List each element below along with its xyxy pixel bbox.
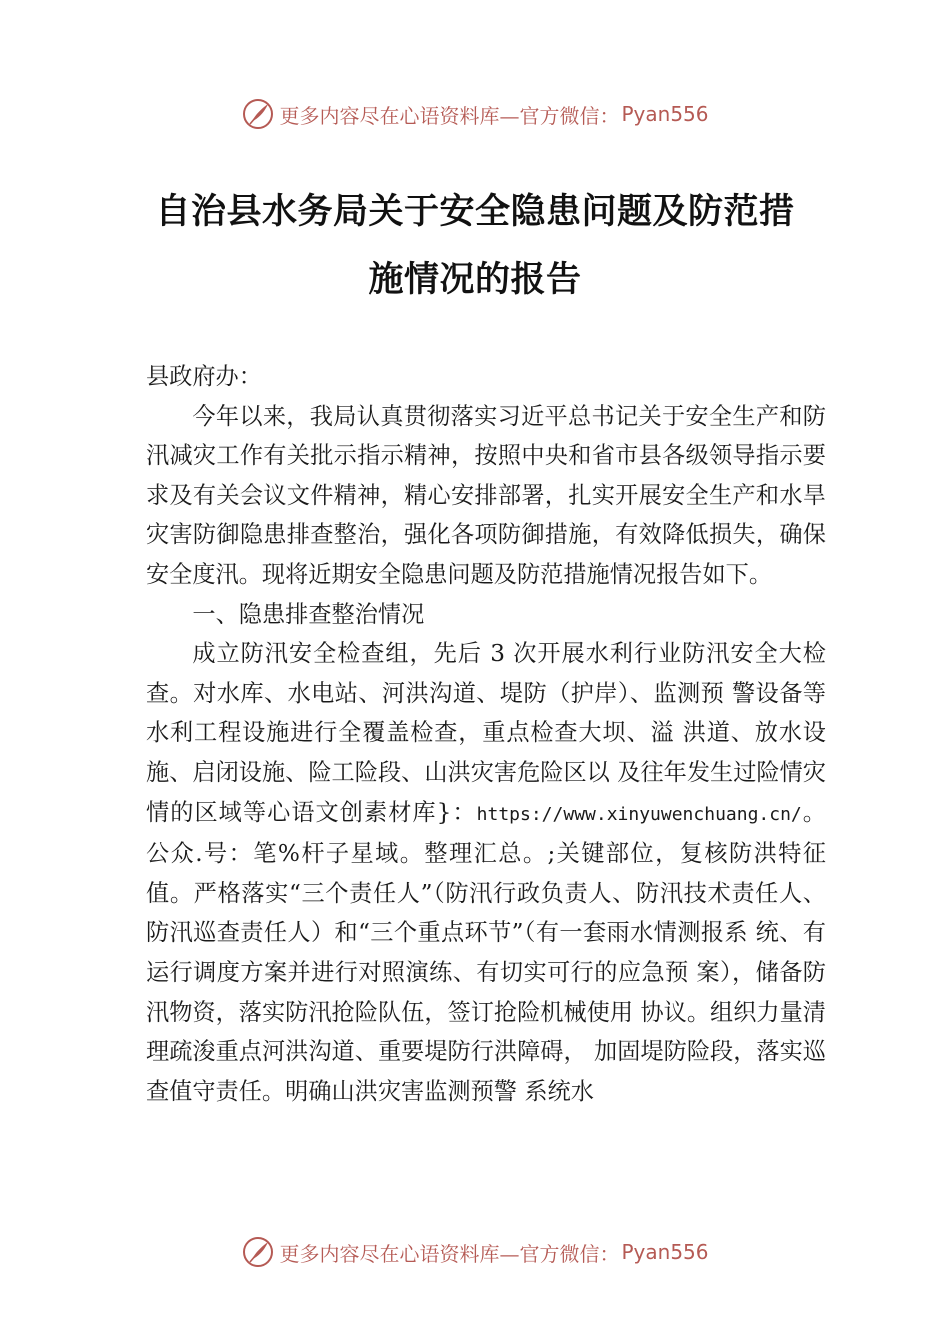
watermark-text: 更多内容尽在心语资料库—官方微信： — [279, 1241, 620, 1266]
title-line-1: 自治县水务局关于安全隐患问题及防范措 — [155, 191, 795, 232]
watermark-account: Pyan556 — [621, 1240, 709, 1264]
watermark-banner-bottom — [0, 1232, 950, 1272]
watermark-account: Pyan556 — [621, 102, 709, 126]
paragraph-intro: 今年以来，我局认真贯彻落实习近平总书记关于安全生产和防汛减灾工作有关批示指示精神，按照中央和省市县各级领导指示要求及有关会议文件精神，精心安排部署，扎实开展安全生产和水旱灾害防御隐患排查整治，强化各项防御措施，有效降低损失，确保安全度汛。现将近期安全隐患问题及防范措施情况报告如下。 — [146, 402, 826, 588]
paragraph-inspection-part2: 。公众.号：笔%杆子星域。整理汇总。;关键部位，复核防洪特征值。严格落实“三个责任人”（防汛行政负责人、防汛技术责任人、防汛巡查责任人）和“三个重点环节”（有一套雨水情测报系 统、有运行调度方案并进行对照演练、有切实可行的应急预 案），储备防汛物资，落实防汛抢险队伍，签订抢险机械使用 协议。组织力量清理疏浚重点河洪沟道、重要堤防行洪障碍， 加固堤防险段，落实巡查值守责任。明确山洪灾害监测预警 系统水 — [146, 798, 826, 1105]
source-url: https://www.xinyuwenchuang.cn/ — [476, 803, 802, 825]
feather-quill-logo-icon — [241, 97, 275, 131]
document-title — [0, 178, 950, 314]
watermark-banner-top — [0, 94, 950, 134]
title-line-2: 施情况的报告 — [368, 259, 582, 300]
paragraph-inspection-part1: 成立防汛安全检查组，先后 3 次开展水利行业防汛安全大检查。对水库、水电站、河洪沟道、堤防（护岸）、监测预 警设备等水利工程设施进行全覆盖检查，重点检查大坝、溢 洪道、放水设施、启闭设施、险工险段、山洪灾害危险区以 及往年发生过险情灾情的区域等心语文创素材库}： — [146, 640, 826, 826]
section-heading-1: 一、隐患排查整治情况 — [192, 600, 425, 628]
watermark-text: 更多内容尽在心语资料库—官方微信： — [279, 103, 620, 128]
paragraph-inspection — [146, 634, 826, 1111]
document-body — [146, 357, 826, 1111]
feather-quill-logo-icon — [241, 1235, 275, 1269]
salutation: 县政府办： — [146, 363, 262, 390]
